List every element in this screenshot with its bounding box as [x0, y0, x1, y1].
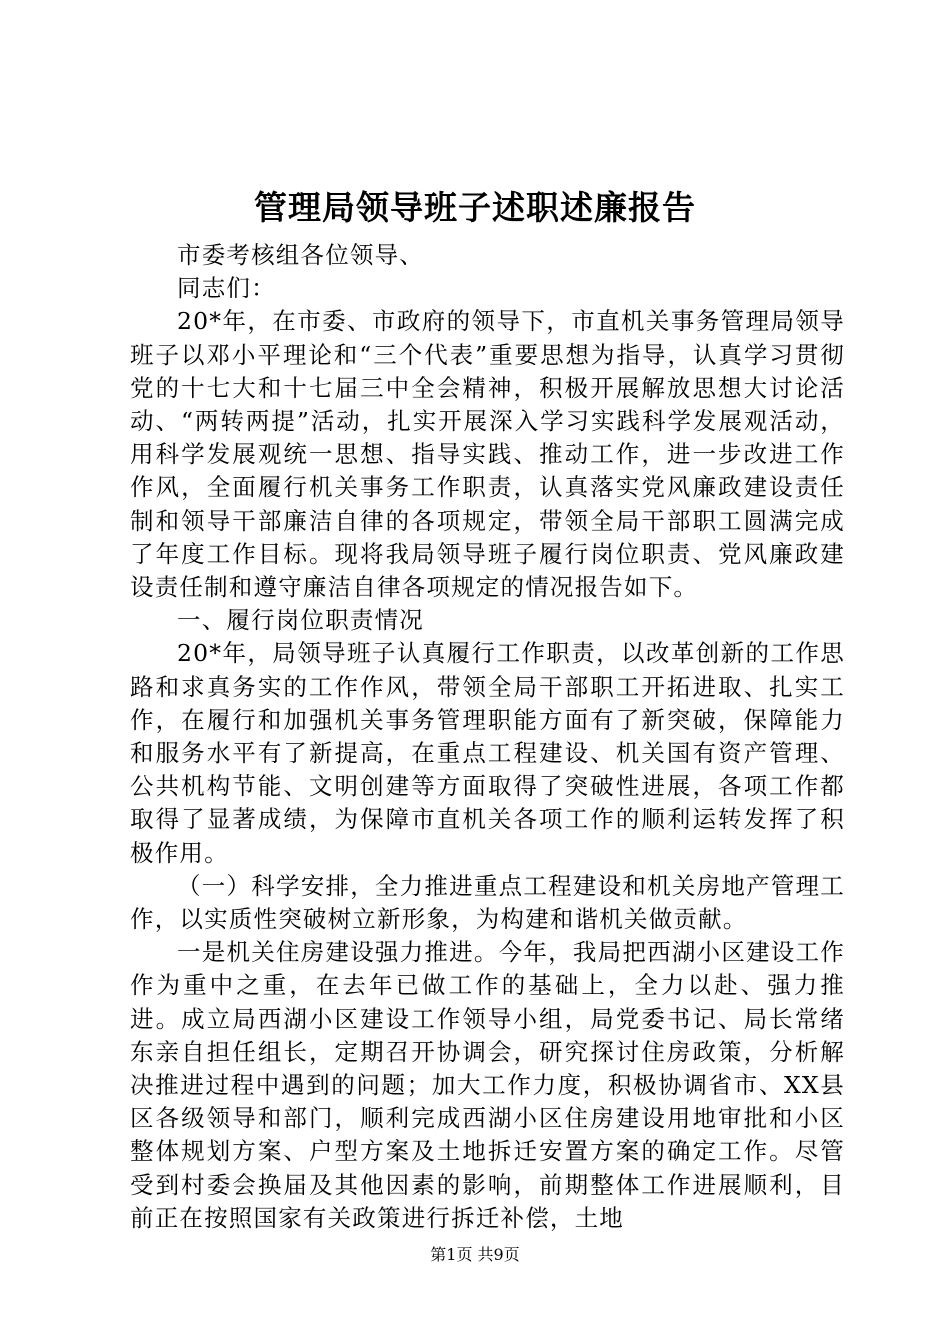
- document-title: 管理局领导班子述职述廉报告: [254, 188, 696, 227]
- salutation-line-2: 同志们：: [177, 274, 276, 303]
- subsection-1-paragraph: 一是机关住房建设强力推进。今年，我局把西湖小区建设工作作为重中之重，在去年已做工作的基础上，全力以赴、强力推进。成立局西湖小区建设工作领导小组，局党委书记、局长常绪东亲自担任组长，定期召开协调会，研究探讨住房政策，分析解决推进过程中遇到的问题；加大工作力度，积极协调省市、XX县区各级领导和部门，顺利完成西湖小区住房建设用地审批和小区整体规划方案、户型方案及土地拆迁安置方案的确定工作。尽管受到村委会换届及其他因素的影响，前期整体工作进展顺利，目前正在按照国家有关政策进行拆迁补偿，土地: [130, 938, 845, 1232]
- subsection-heading-1: （一）科学安排，全力推进重点工程建设和机关房地产管理工作，以实质性突破树立新形象，为构建和谐机关做贡献。: [130, 871, 845, 934]
- page-number-footer: 第1页 共9页: [430, 1245, 520, 1264]
- section-heading-1: 一、履行岗位职责情况: [177, 606, 424, 635]
- document-body: [130, 239, 845, 1235]
- section-1-paragraph: 20*年，局领导班子认真履行工作职责，以改革创新的工作思路和求真务实的工作作风，带领全局干部职工开拓进取、扎实工作，在履行和加强机关事务管理职能方面有了新突破，保障能力和服务水平有了新提高，在重点工程建设、机关国有资产管理、公共机构节能、文明创建等方面取得了突破性进展，各项工作都取得了显著成绩，为保障市直机关各项工作的顺利运转发挥了积极作用。: [130, 639, 845, 867]
- intro-paragraph: 20*年，在市委、市政府的领导下，市直机关事务管理局领导班子以邓小平理论和“三个代表”重要思想为指导，认真学习贯彻党的十七大和十七届三中全会精神，积极开展解放思想大讨论活动、“两转两提”活动，扎实开展深入学习实践科学发展观活动，用科学发展观统一思想、指导实践、推动工作，进一步改进工作作风，全面履行机关事务工作职责，认真落实党风廉政建设责任制和领导干部廉洁自律的各项规定，带领全局干部职工圆满完成了年度工作目标。现将我局领导班子履行岗位职责、党风廉政建设责任制和遵守廉洁自律各项规定的情况报告如下。: [130, 307, 845, 602]
- salutation-line-1: 市委考核组各位领导、: [177, 241, 424, 269]
